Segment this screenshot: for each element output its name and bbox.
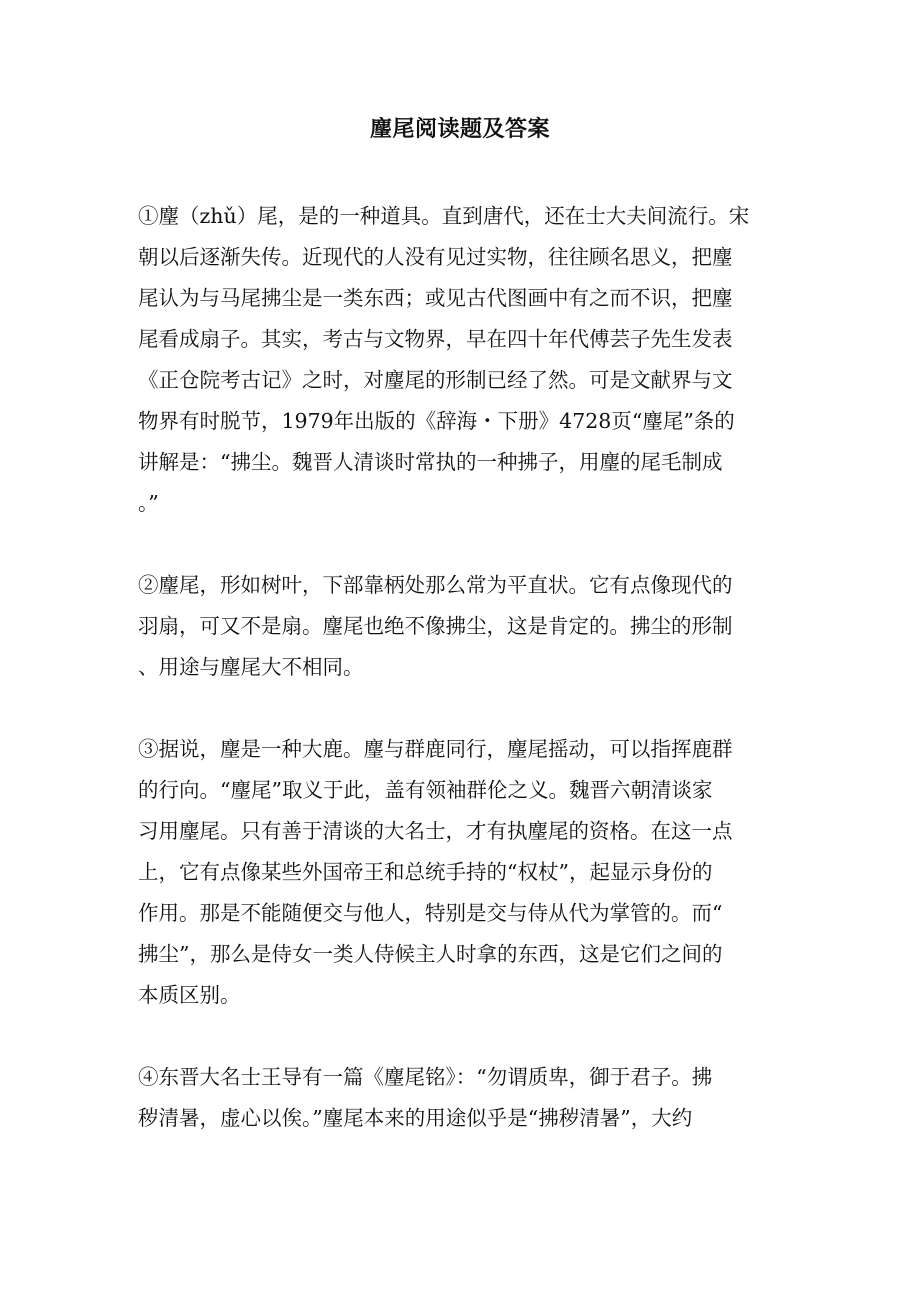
paragraph-1 bbox=[138, 196, 778, 524]
text-line: 《正仓院考古记》之时，对麈尾的形制已经了然。可是文献界与文 bbox=[138, 368, 733, 392]
paragraph-2 bbox=[138, 565, 778, 688]
text-line: ①麈（zhǔ）尾，是的一种道具。直到唐代，还在士大夫间流行。宋 bbox=[138, 204, 750, 228]
text-line: ④东晋大名士王导有一篇《麈尾铭》：“勿谓质卑，御于君子。拂 bbox=[138, 1065, 713, 1089]
text-line: 秽清暑，虚心以俟。”麈尾本来的用途似乎是“拂秽清暑”，大约 bbox=[138, 1106, 693, 1130]
document-title: 麈尾阅读题及答案 bbox=[369, 116, 550, 142]
text-line: 上，它有点像某些外国帝王和总统手持的“权杖”，起显示身份的 bbox=[138, 860, 713, 884]
text-line: 朝以后逐渐失传。近现代的人没有见过实物，往往顾名思义，把麈 bbox=[138, 245, 733, 269]
text-line: 讲解是：“拂尘。魏晋人清谈时常执的一种拂子，用麈的尾毛制成 bbox=[138, 450, 723, 474]
text-line: ②麈尾，形如树叶，下部靠柄处那么常为平直状。它有点像现代的 bbox=[138, 573, 733, 597]
text-line: 、用途与麈尾大不相同。 bbox=[138, 655, 364, 679]
paragraph-4 bbox=[138, 1057, 778, 1139]
text-line: 本质区别。 bbox=[138, 983, 241, 1007]
text-line: 。” bbox=[138, 491, 159, 515]
paragraph-3 bbox=[138, 729, 778, 1016]
document-body bbox=[138, 196, 778, 1180]
text-line: ③据说，麈是一种大鹿。麈与群鹿同行，麈尾摇动，可以指挥鹿群 bbox=[138, 737, 733, 761]
text-line: 作用。那是不能随便交与他人，特别是交与侍从代为掌管的。而“ bbox=[138, 901, 723, 925]
text-line: 习用麈尾。只有善于清谈的大名士，才有执麈尾的资格。在这一点 bbox=[138, 819, 733, 843]
text-line: 的行向。“麈尾”取义于此，盖有领袖群伦之义。魏晋六朝清谈家 bbox=[138, 778, 713, 802]
text-line: 拂尘”，那么是侍女一类人侍候主人时拿的东西，这是它们之间的 bbox=[138, 942, 723, 966]
text-line: 尾认为与马尾拂尘是一类东西；或见古代图画中有之而不识，把麈 bbox=[138, 286, 733, 310]
text-line: 尾看成扇子。其实，考古与文物界，早在四十年代傅芸子先生发表 bbox=[138, 327, 733, 351]
text-line: 羽扇，可又不是扇。麈尾也绝不像拂尘，这是肯定的。拂尘的形制 bbox=[138, 614, 733, 638]
text-line: 物界有时脱节，1979年出版的《辞海・下册》4728页“麈尾”条的 bbox=[138, 409, 735, 433]
